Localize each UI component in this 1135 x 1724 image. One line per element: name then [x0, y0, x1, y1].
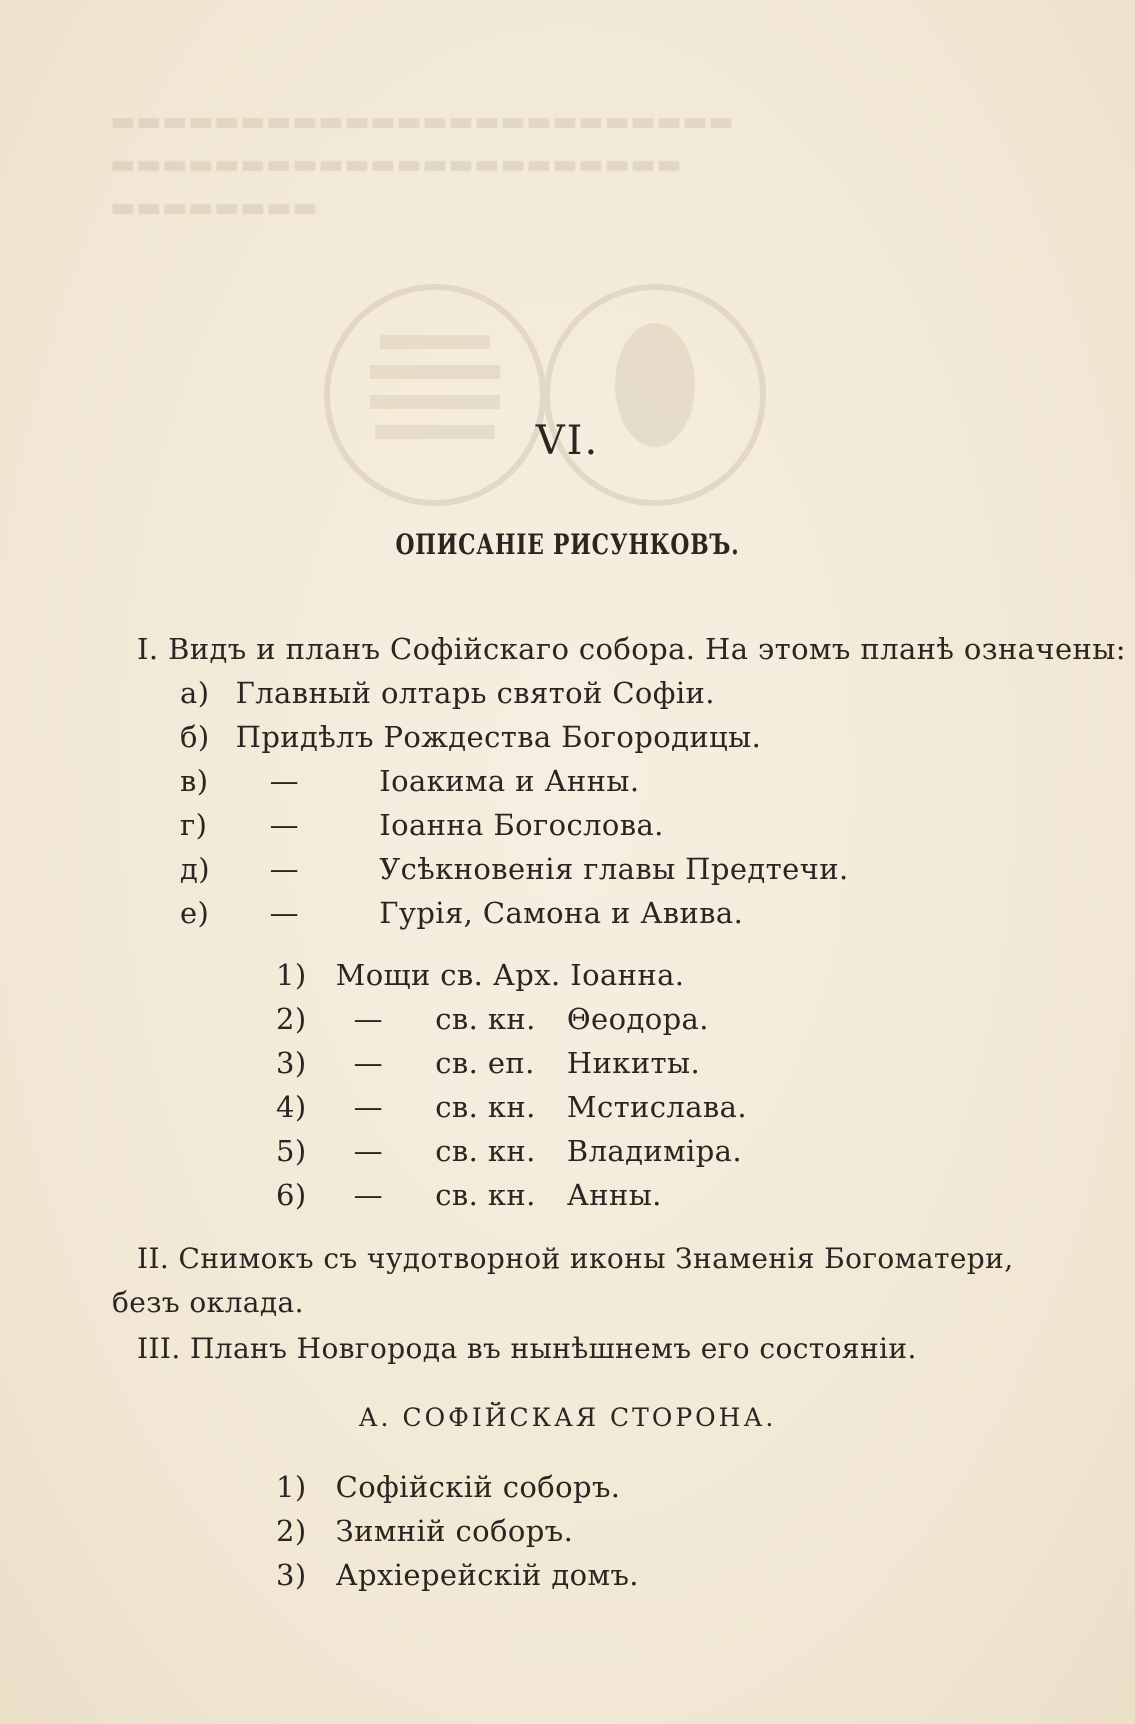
item-label: г): [180, 808, 208, 842]
item-label: а): [180, 676, 210, 710]
item-label: 1): [276, 1470, 307, 1504]
item-text: Зимній соборъ.: [335, 1514, 574, 1548]
item-text: Іоанна Богослова.: [379, 808, 664, 842]
item-text: Придѣлъ Рождества Богородицы.: [235, 720, 762, 754]
relic-item: [276, 1002, 709, 1036]
relic-label: 2): [276, 1002, 307, 1036]
bleed-through-texture: ▬▬▬▬▬▬▬▬▬▬▬▬▬▬▬▬▬▬▬▬▬▬▬▬ ▬▬▬▬▬▬▬▬▬▬▬▬▬▬▬▬▬▬▬▬▬▬ ▬▬▬▬▬▬▬▬: [110, 106, 735, 223]
list-item: [180, 764, 639, 798]
item-label: б): [180, 720, 210, 754]
figure2-line2: безъ оклада.: [112, 1286, 304, 1319]
item-text: Гурія, Самона и Авива.: [379, 896, 744, 930]
item-label: д): [180, 852, 210, 886]
ditto-dash: —: [353, 1002, 384, 1036]
relic-name: Мстислава.: [566, 1090, 747, 1124]
ditto-dash: —: [269, 896, 300, 930]
item-label: в): [180, 764, 209, 798]
ditto-dash: —: [269, 852, 300, 886]
item-text: Софійскій соборъ.: [335, 1470, 621, 1504]
ditto-dash: —: [353, 1178, 384, 1212]
list-item: [180, 896, 743, 930]
relic-title: Мощи св.: [335, 958, 484, 992]
relic-item: [276, 1134, 742, 1168]
relic-label: 4): [276, 1090, 307, 1124]
relic-name: Арх. Іоанна.: [492, 958, 685, 992]
item-text: Главный олтарь святой Софіи.: [235, 676, 715, 710]
relic-title: св. еп.: [435, 1046, 535, 1080]
ditto-dash: —: [269, 808, 300, 842]
relic-item: [276, 1178, 662, 1212]
list-item: [180, 676, 715, 710]
figure3-line: III. Планъ Новгорода въ нынѣшнемъ его состояніи.: [137, 1332, 917, 1365]
item-text: Іоакима и Анны.: [379, 764, 640, 798]
list-item: [180, 720, 761, 754]
section-title: ОПИСАНІЕ РИСУНКОВЪ.: [395, 528, 740, 561]
figure2-line1: II. Снимокъ съ чудотворной иконы Знаменія Богоматери,: [137, 1242, 1014, 1275]
relic-name: Никиты.: [566, 1046, 701, 1080]
sofia-side-heading: А. СОФІЙСКАЯ СТОРОНА.: [358, 1403, 777, 1432]
item-label: е): [180, 896, 210, 930]
relic-title: св. кн.: [435, 1090, 536, 1124]
item-text: Усѣкновенія главы Предтечи.: [379, 852, 849, 886]
relic-label: 3): [276, 1046, 307, 1080]
ditto-dash: —: [353, 1134, 384, 1168]
relic-name: Анны.: [566, 1178, 662, 1212]
item-label: 3): [276, 1558, 307, 1592]
relic-name: Владиміра.: [566, 1134, 742, 1168]
relic-title: св. кн.: [435, 1178, 536, 1212]
relic-item: [276, 1046, 700, 1080]
relic-title: св. кн.: [435, 1002, 536, 1036]
list-item: [180, 808, 664, 842]
ditto-dash: —: [269, 764, 300, 798]
relic-label: 6): [276, 1178, 307, 1212]
list-item: [276, 1470, 620, 1504]
list-item: [276, 1514, 573, 1548]
relic-item: [276, 958, 684, 992]
relic-name: Θеодора.: [566, 1002, 709, 1036]
section-number: VI.: [535, 418, 600, 464]
relic-title: св. кн.: [435, 1134, 536, 1168]
figure1-intro: I. Видъ и планъ Софійскаго собора. На этомъ планѣ означены:: [137, 632, 1126, 666]
list-item: [180, 852, 849, 886]
relic-label: 5): [276, 1134, 307, 1168]
list-item: [276, 1558, 639, 1592]
relic-item: [276, 1090, 747, 1124]
ditto-dash: —: [353, 1046, 384, 1080]
ditto-dash: —: [353, 1090, 384, 1124]
item-text: Архіерейскій домъ.: [335, 1558, 639, 1592]
item-label: 2): [276, 1514, 307, 1548]
relic-label: 1): [276, 958, 307, 992]
